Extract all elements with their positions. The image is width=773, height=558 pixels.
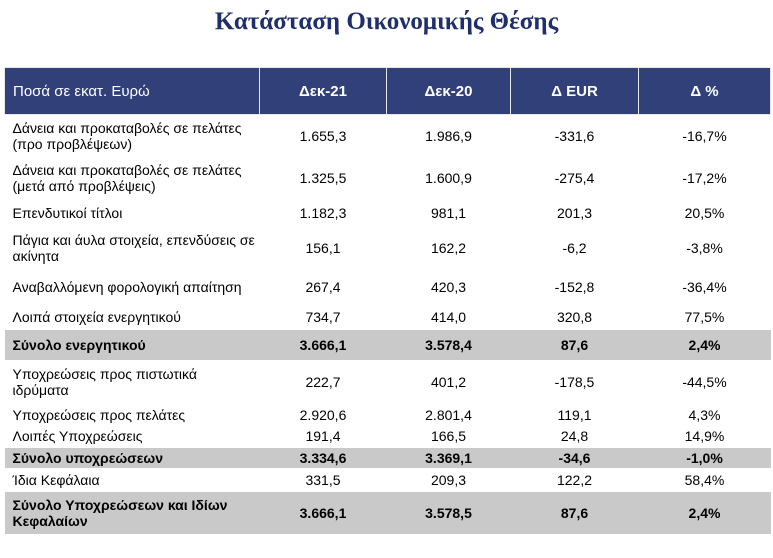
row-label: Αναβαλλόμενη φορολογική απαίτηση <box>12 278 242 295</box>
value-dec21: 3.666,1 <box>260 492 387 534</box>
value-delta-pct: -44,5% <box>682 374 727 390</box>
value-dec20: 3.578,5 <box>387 492 511 534</box>
value-delta-eur: -275,4 <box>554 169 595 186</box>
value-delta-pct: -3,8% <box>686 239 723 256</box>
value-dec21: 3.334,6 <box>260 448 387 468</box>
value-delta-pct: -1,0% <box>639 448 771 468</box>
value-delta-eur: 119,1 <box>557 406 592 423</box>
value-dec20: 414,0 <box>430 309 467 325</box>
value-delta-eur: -6,2 <box>562 239 587 256</box>
table-row <box>5 269 771 305</box>
table-row <box>5 227 771 269</box>
value-delta-pct: 20,5% <box>684 204 725 221</box>
value-delta-eur: 24,8 <box>560 428 589 444</box>
value-dec20: 209,3 <box>430 471 467 488</box>
value-delta-eur: -178,5 <box>554 374 595 390</box>
value-dec20: 162,2 <box>430 239 467 256</box>
page-title: Κατάσταση Οικονομικής Θέσης <box>214 8 559 35</box>
value-delta-eur: 87,6 <box>511 330 639 360</box>
total-row <box>5 330 771 360</box>
value-dec20: 1.600,9 <box>425 169 472 186</box>
value-dec21: 2.920,6 <box>299 406 347 423</box>
value-dec20: 981,1 <box>430 204 467 221</box>
value-dec21: 156,1 <box>305 239 341 256</box>
header-label: Ποσά σε εκατ. Ευρώ <box>5 68 260 115</box>
table-row <box>5 199 771 227</box>
value-delta-pct: 4,3% <box>688 406 721 423</box>
total-row <box>5 448 771 468</box>
value-dec21: 191,4 <box>305 428 341 444</box>
header-dec20: Δεκ-20 <box>387 68 511 115</box>
table-row <box>5 157 771 199</box>
value-dec20: 1.986,9 <box>425 127 472 144</box>
header-delta-pct: Δ % <box>639 68 771 115</box>
value-dec20: 420,3 <box>430 278 467 295</box>
row-label: Υποχρεώσεις προς πιστωτικά ιδρύματα <box>12 366 197 398</box>
table-row <box>5 305 771 330</box>
value-dec20: 3.578,4 <box>387 330 511 360</box>
value-delta-eur: 122,2 <box>556 471 593 488</box>
value-dec20: 166,5 <box>430 428 467 444</box>
value-delta-pct: -36,4% <box>682 278 727 295</box>
table-row <box>5 468 771 492</box>
row-label: Δάνεια και προκαταβολές σε πελάτες (μετά από προβλέψεις) <box>12 161 242 194</box>
value-dec21: 1.182,3 <box>299 204 347 221</box>
header-dec21: Δεκ-21 <box>260 68 387 115</box>
table-header-row <box>5 68 771 115</box>
value-dec20: 401,2 <box>430 374 467 390</box>
row-label: Υποχρεώσεις προς πελάτες <box>12 406 186 423</box>
value-delta-pct: 58,4% <box>684 471 725 488</box>
value-delta-eur: 320,8 <box>556 309 593 325</box>
value-dec21: 1.325,5 <box>299 169 347 186</box>
value-dec21: 267,4 <box>305 278 341 295</box>
value-dec21: 222,7 <box>305 374 341 390</box>
value-delta-eur: 201,3 <box>556 204 593 221</box>
value-delta-pct: 14,9% <box>684 428 725 444</box>
value-dec21: 3.666,1 <box>260 330 387 360</box>
row-label: Επενδυτικοί τίτλοι <box>12 204 123 221</box>
row-label: Σύνολο υποχρεώσεων <box>5 448 260 468</box>
row-label: Λοιπά στοιχεία ενεργητικού <box>12 309 181 325</box>
value-dec21: 1.655,3 <box>299 127 347 144</box>
table-row <box>5 405 771 425</box>
value-delta-eur: -152,8 <box>554 278 595 295</box>
value-delta-pct: 77,5% <box>684 309 725 325</box>
row-label: Δάνεια και προκαταβολές σε πελάτες (προ προβλέψεων) <box>12 119 242 152</box>
financial-position-table <box>4 67 771 534</box>
value-dec20: 2.801,4 <box>425 406 472 423</box>
value-delta-eur: -34,6 <box>511 448 639 468</box>
header-delta-eur: Δ EUR <box>511 68 639 115</box>
value-delta-pct: 2,4% <box>639 330 771 360</box>
table-row <box>5 360 771 405</box>
row-label: Λοιπές Υποχρεώσεις <box>12 428 143 444</box>
value-delta-eur: -331,6 <box>554 127 595 144</box>
value-delta-pct: -17,2% <box>682 169 727 186</box>
row-label: Ίδια Κεφάλαια <box>12 471 100 488</box>
value-dec21: 331,5 <box>305 471 341 488</box>
value-delta-pct: 2,4% <box>639 492 771 534</box>
value-delta-pct: -16,7% <box>682 127 727 144</box>
row-label: Σύνολο Υποχρεώσεων και Ιδίων Κεφαλαίων <box>5 492 260 534</box>
table-row <box>5 425 771 448</box>
total-row <box>5 492 771 534</box>
value-delta-eur: 87,6 <box>511 492 639 534</box>
row-label: Σύνολο ενεργητικού <box>5 330 260 360</box>
row-label: Πάγια και άυλα στοιχεία, επενδύσεις σε ακίνητα <box>12 231 255 264</box>
value-dec21: 734,7 <box>305 309 341 325</box>
table-row <box>5 115 771 157</box>
value-dec20: 3.369,1 <box>387 448 511 468</box>
